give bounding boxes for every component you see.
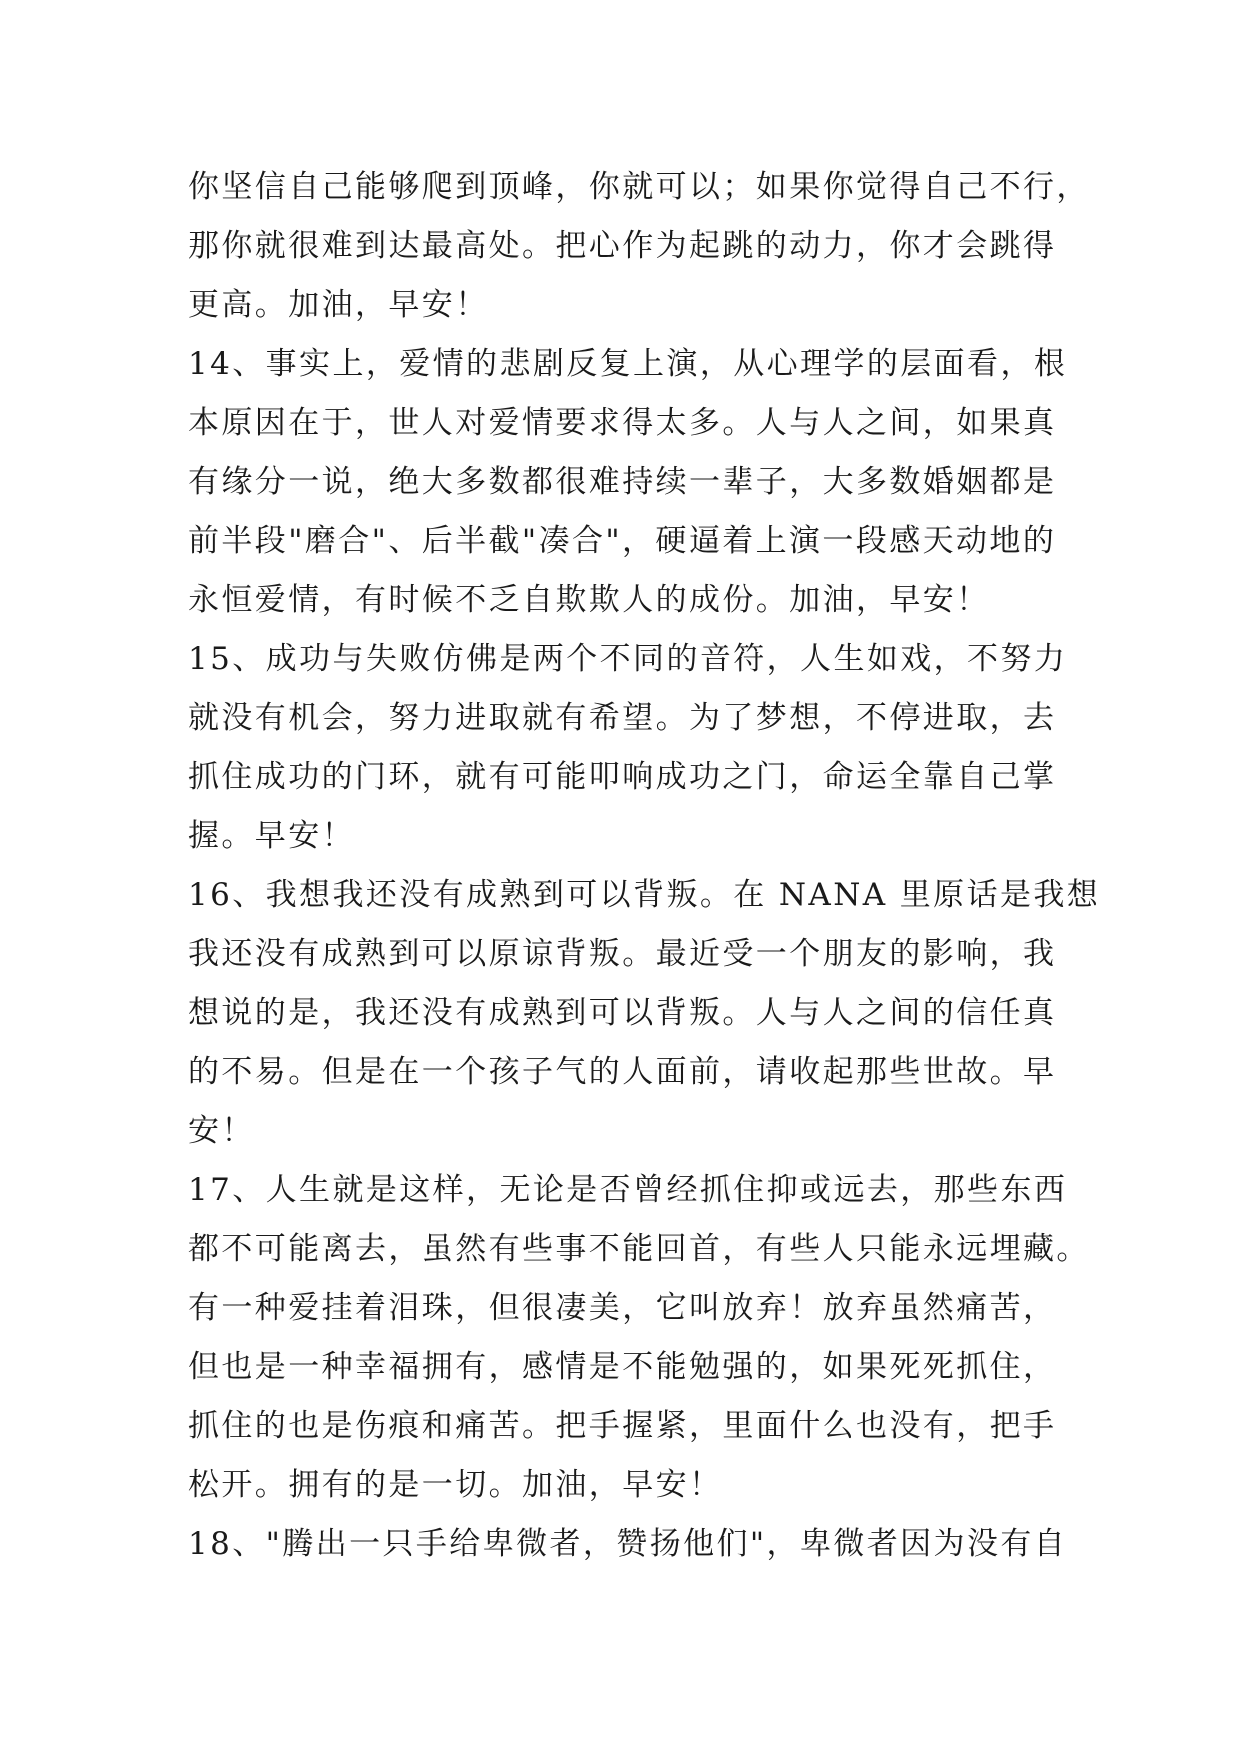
text-line: 本原因在于，世人对爱情要求得太多。人与人之间，如果真 [188,405,1057,441]
text-line: 松开。拥有的是一切。加油，早安！ [188,1467,723,1503]
text-line: 那你就很难到达最高处。把心作为起跳的动力，你才会跳得 [188,228,1057,264]
text-line: 想说的是，我还没有成熟到可以背叛。人与人之间的信任真 [188,995,1057,1031]
text-line: 更高。加油，早安！ [188,287,489,323]
text-line: 抓住的也是伤痕和痛苦。把手握紧，里面什么也没有，把手 [188,1408,1057,1444]
text-line: 永恒爱情，有时候不乏自欺欺人的成份。加油，早安！ [188,582,990,618]
text-line: 14、事实上，爱情的悲剧反复上演，从心理学的层面看，根 [188,346,1068,382]
text-line: 17、人生就是这样，无论是否曾经抓住抑或远去，那些东西 [188,1172,1068,1208]
body-text [188,158,1101,1574]
text-line: 有缘分一说，绝大多数都很难持续一辈子，大多数婚姻都是 [188,464,1057,500]
text-line: 15、成功与失败仿佛是两个不同的音符，人生如戏，不努力 [188,641,1068,677]
text-line: 我还没有成熟到可以原谅背叛。最近受一个朋友的影响，我 [188,936,1057,972]
text-line: 就没有机会，努力进取就有希望。为了梦想，不停进取，去 [188,700,1057,736]
text-line: 握。早安！ [188,818,355,854]
text-line: 18、"腾出一只手给卑微者，赞扬他们"，卑微者因为没有自 [188,1526,1068,1562]
text-line: 的不易。但是在一个孩子气的人面前，请收起那些世故。早 [188,1054,1057,1090]
text-line: 你坚信自己能够爬到顶峰，你就可以；如果你觉得自己不行， [188,169,1090,205]
text-line: 都不可能离去，虽然有些事不能回首，有些人只能永远埋藏。 [188,1231,1090,1267]
text-line: 16、我想我还没有成熟到可以背叛。在 NANA 里原话是我想 [188,877,1101,913]
text-line: 有一种爱挂着泪珠，但很凄美，它叫放弃！放弃虽然痛苦， [188,1290,1057,1326]
text-line: 但也是一种幸福拥有，感情是不能勉强的，如果死死抓住， [188,1349,1057,1385]
text-line: 安！ [188,1113,255,1149]
text-line: 抓住成功的门环，就有可能叩响成功之门，命运全靠自己掌 [188,759,1057,795]
text-line: 前半段"磨合"、后半截"凑合"，硬逼着上演一段感天动地的 [188,523,1057,559]
